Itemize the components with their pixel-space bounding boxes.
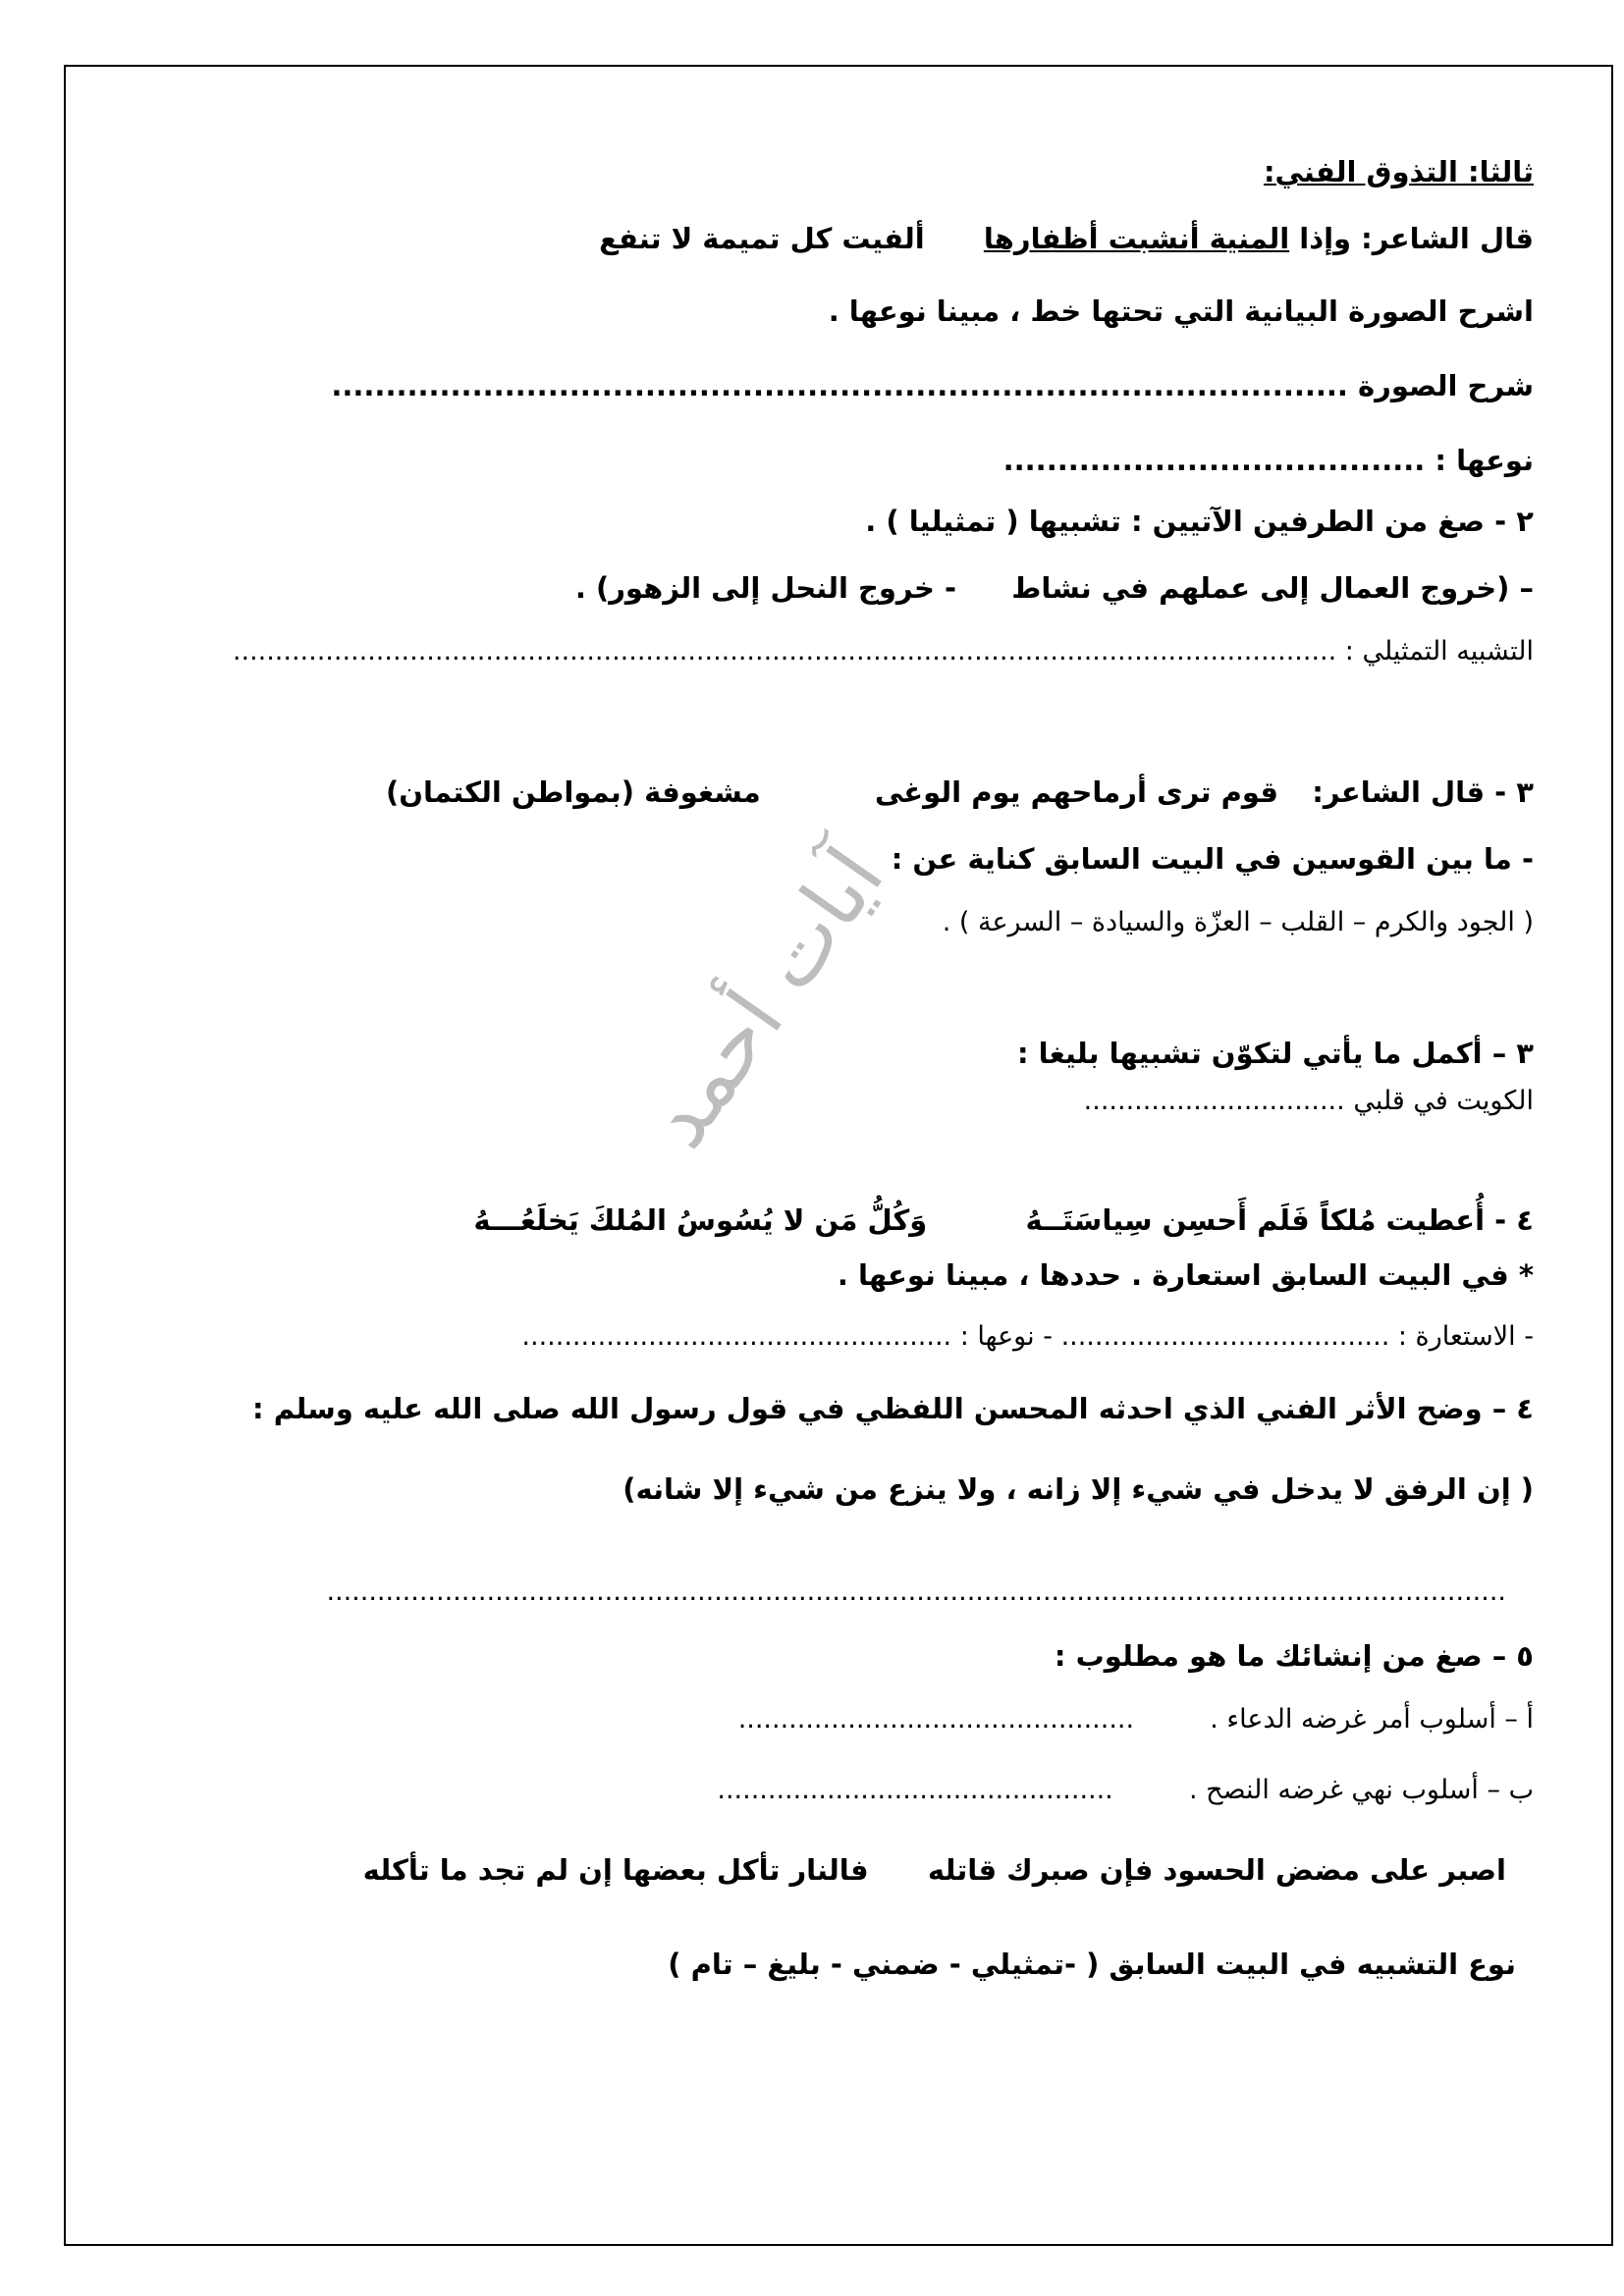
q1-explain-row <box>331 369 1534 403</box>
q3b-instruction: ٣ – أكمل ما يأتي لتكوّن تشبيها بليغا : <box>1016 1037 1534 1070</box>
q6-second-hemistich: فالنار تأكل بعضها إن لم تجد ما تأكله <box>362 1853 869 1887</box>
q2-item-a: – (خروج العمال إلى عملهم في نشاط <box>1011 571 1534 605</box>
q4-verse <box>473 1203 1534 1238</box>
q4b-hadith: ( إن الرفق لا يدخل في شيء إلا زانه ، ولا ينزع من شيء إلا شانه) <box>623 1472 1534 1506</box>
q4-type-label: - نوعها : <box>959 1321 1053 1352</box>
q5-item-b: ب – أسلوب نهي غرضه النصح . <box>1188 1775 1534 1805</box>
watermark: آيات أحمد <box>628 830 902 1165</box>
q1-instruction: اشرح الصورة البيانية التي تحتها خط ، مبينا نوعها . <box>828 294 1534 328</box>
q6-question: نوع التشبيه في البيت السابق ( -تمثيلي - ضمني - بليغ – تام ) <box>668 1948 1516 1981</box>
q4-first-hemistich: أُعطيت مُلكاً فَلَم أَحسِن سِياسَتَــهُ <box>1025 1203 1486 1237</box>
q3-poet-prefix: ٣ - قال الشاعر: <box>1312 775 1534 809</box>
q4-number: ٤ - <box>1494 1203 1534 1237</box>
section-title: ثالثا: التذوق الفني: <box>1263 155 1534 188</box>
q3b-dots[interactable]: ............................... <box>1083 1086 1345 1116</box>
q2-answer-label: التشبيه التمثيلي : <box>1344 636 1534 667</box>
q5-instruction: ٥ – صغ من إنشائك ما هو مطلوب : <box>1054 1639 1534 1673</box>
q3-second-hemistich: مشغوفة (بمواطن الكتمان) <box>385 775 761 809</box>
q5-item-b-row <box>717 1775 1534 1806</box>
q1-type-row <box>1003 444 1534 478</box>
q5-item-a-dots[interactable]: ............................................... <box>737 1704 1135 1735</box>
q2-items <box>575 571 1534 606</box>
q3b-sentence-row <box>1084 1086 1534 1117</box>
q4b-instruction: ٤ – وضح الأثر الفني الذي احدثه المحسن اللفظي في قول رسول الله صلى الله عليه وسلم : <box>252 1392 1534 1425</box>
q6-verse <box>363 1853 1506 1888</box>
q1-poet-prefix: قال الشاعر: وإذا <box>1299 222 1534 255</box>
q6-first-hemistich: اصبر على مضض الحسود فإن صبرك قاتله <box>927 1853 1506 1887</box>
q1-verse <box>599 222 1534 256</box>
q3-options: ( الجود والكرم – القلب – العزّة والسيادة – السرعة ) . <box>942 907 1534 937</box>
q4-metaphor-label: - الاستعارة : <box>1397 1321 1534 1352</box>
q1-type-label: نوعها : <box>1435 444 1534 477</box>
q4-second-hemistich: وَكُلُّ مَن لا يُسُوسُ المُلكَ يَخلَعُـــهُ <box>473 1203 928 1237</box>
q4-metaphor-dots[interactable]: ....................................... <box>1060 1321 1390 1352</box>
q1-second-hemistich: ألفيت كل تميمة لا تنفع <box>599 222 925 255</box>
q4b-answer-dots[interactable]: ............................................................................................................................................ <box>326 1576 1506 1607</box>
q5-item-b-dots[interactable]: ............................................... <box>717 1775 1113 1805</box>
q1-explain-label: شرح الصورة <box>1358 369 1534 402</box>
q2-answer-row <box>233 636 1534 667</box>
q1-type-dots[interactable]: ....................................... <box>1002 444 1426 477</box>
q1-underlined-phrase: المنية أنشبت أظفارها <box>983 222 1290 255</box>
q5-item-a-row <box>738 1704 1534 1735</box>
q3-verse <box>386 775 1534 810</box>
q3-first-hemistich: قوم ترى أرماحهم يوم الوغى <box>874 775 1279 809</box>
q5-item-a: أ – أسلوب أمر غرضه الدعاء . <box>1210 1704 1534 1735</box>
q4-answer-row <box>521 1321 1534 1353</box>
q2-instruction: ٢ - صغ من الطرفين الآتيين : تشبيها ( تمثيليا ) . <box>865 505 1534 538</box>
q4-type-dots[interactable]: ................................................... <box>521 1321 952 1352</box>
q1-explain-dots[interactable]: .............................................................................................. <box>331 369 1348 402</box>
q4-instruction: * في البيت السابق استعارة . حددها ، مبينا نوعها . <box>837 1258 1534 1292</box>
q3-instruction: - ما بين القوسين في البيت السابق كناية عن : <box>891 842 1534 876</box>
q2-answer-dots[interactable]: ................................................................................................................................... <box>232 636 1337 667</box>
q3b-sentence: الكويت في قلبي <box>1353 1086 1534 1116</box>
q2-item-b: - خروج النحل إلى الزهور) . <box>574 571 956 605</box>
